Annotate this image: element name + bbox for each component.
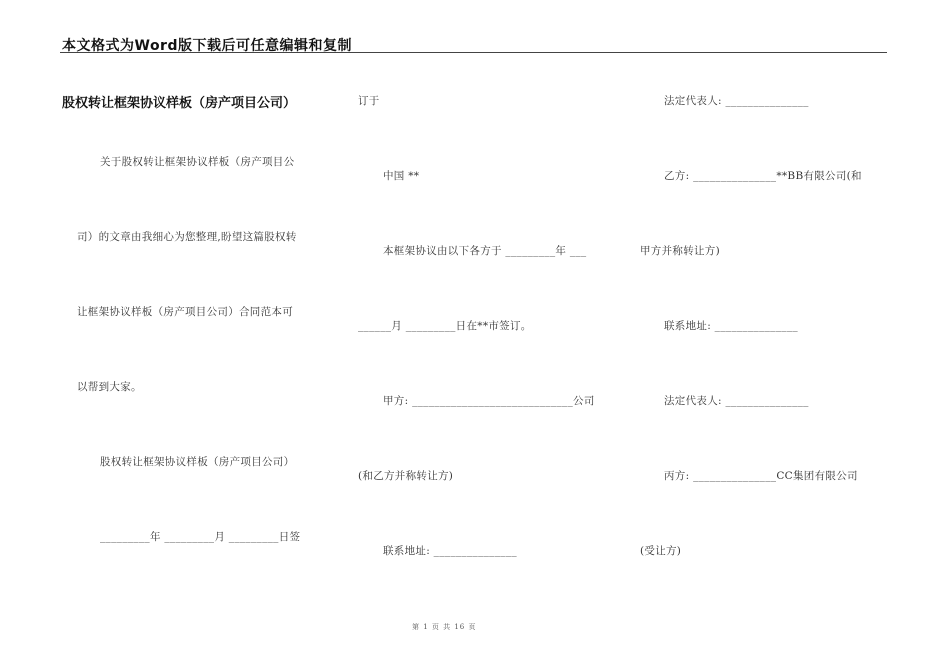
party-a-address: 联系地址: _______________: [383, 545, 517, 557]
document-title: 股权转让框架协议样板（房产项目公司）: [62, 96, 297, 111]
col2-line-3: 本框架协议由以下各方于 _________年 ___: [383, 245, 587, 257]
party-a-role: (和乙方并称转让方): [358, 470, 454, 482]
intro-line-3: 让框架协议样板（房产项目公司）合同范本可: [77, 306, 293, 318]
header-rule: [60, 52, 887, 53]
party-a-line: 甲方: _____________________________公司: [383, 395, 595, 407]
intro-line-2: 司）的文章由我细心为您整理,盼望这篇股权转: [77, 231, 297, 243]
col2-line-4: ______月 _________日在**市签订。: [358, 320, 532, 332]
col2-line-1: 订于: [358, 95, 380, 107]
party-c-role: (受让方): [640, 545, 682, 557]
col2-line-2: 中国 **: [383, 170, 420, 182]
party-a-representative: 法定代表人: _______________: [664, 95, 809, 107]
signing-date-line: _________年 _________月 _________日签: [100, 531, 301, 543]
intro-line-1: 关于股权转让框架协议样板（房产项目公: [100, 156, 295, 168]
intro-line-4: 以帮到大家。: [77, 381, 142, 393]
agreement-heading: 股权转让框架协议样板（房产项目公司）: [100, 456, 295, 468]
party-b-line: 乙方: _______________**BB有限公司(和: [664, 170, 862, 182]
party-b-address: 联系地址: _______________: [664, 320, 798, 332]
party-c-line: 丙方: _______________CC集团有限公司: [664, 470, 858, 482]
party-b-role: 甲方并称转让方): [640, 245, 720, 257]
party-b-representative: 法定代表人: _______________: [664, 395, 809, 407]
page-number: 第 1 页 共 16 页: [412, 623, 477, 631]
word-format-banner: 本文格式为Word版下载后可任意编辑和复制: [62, 38, 352, 54]
